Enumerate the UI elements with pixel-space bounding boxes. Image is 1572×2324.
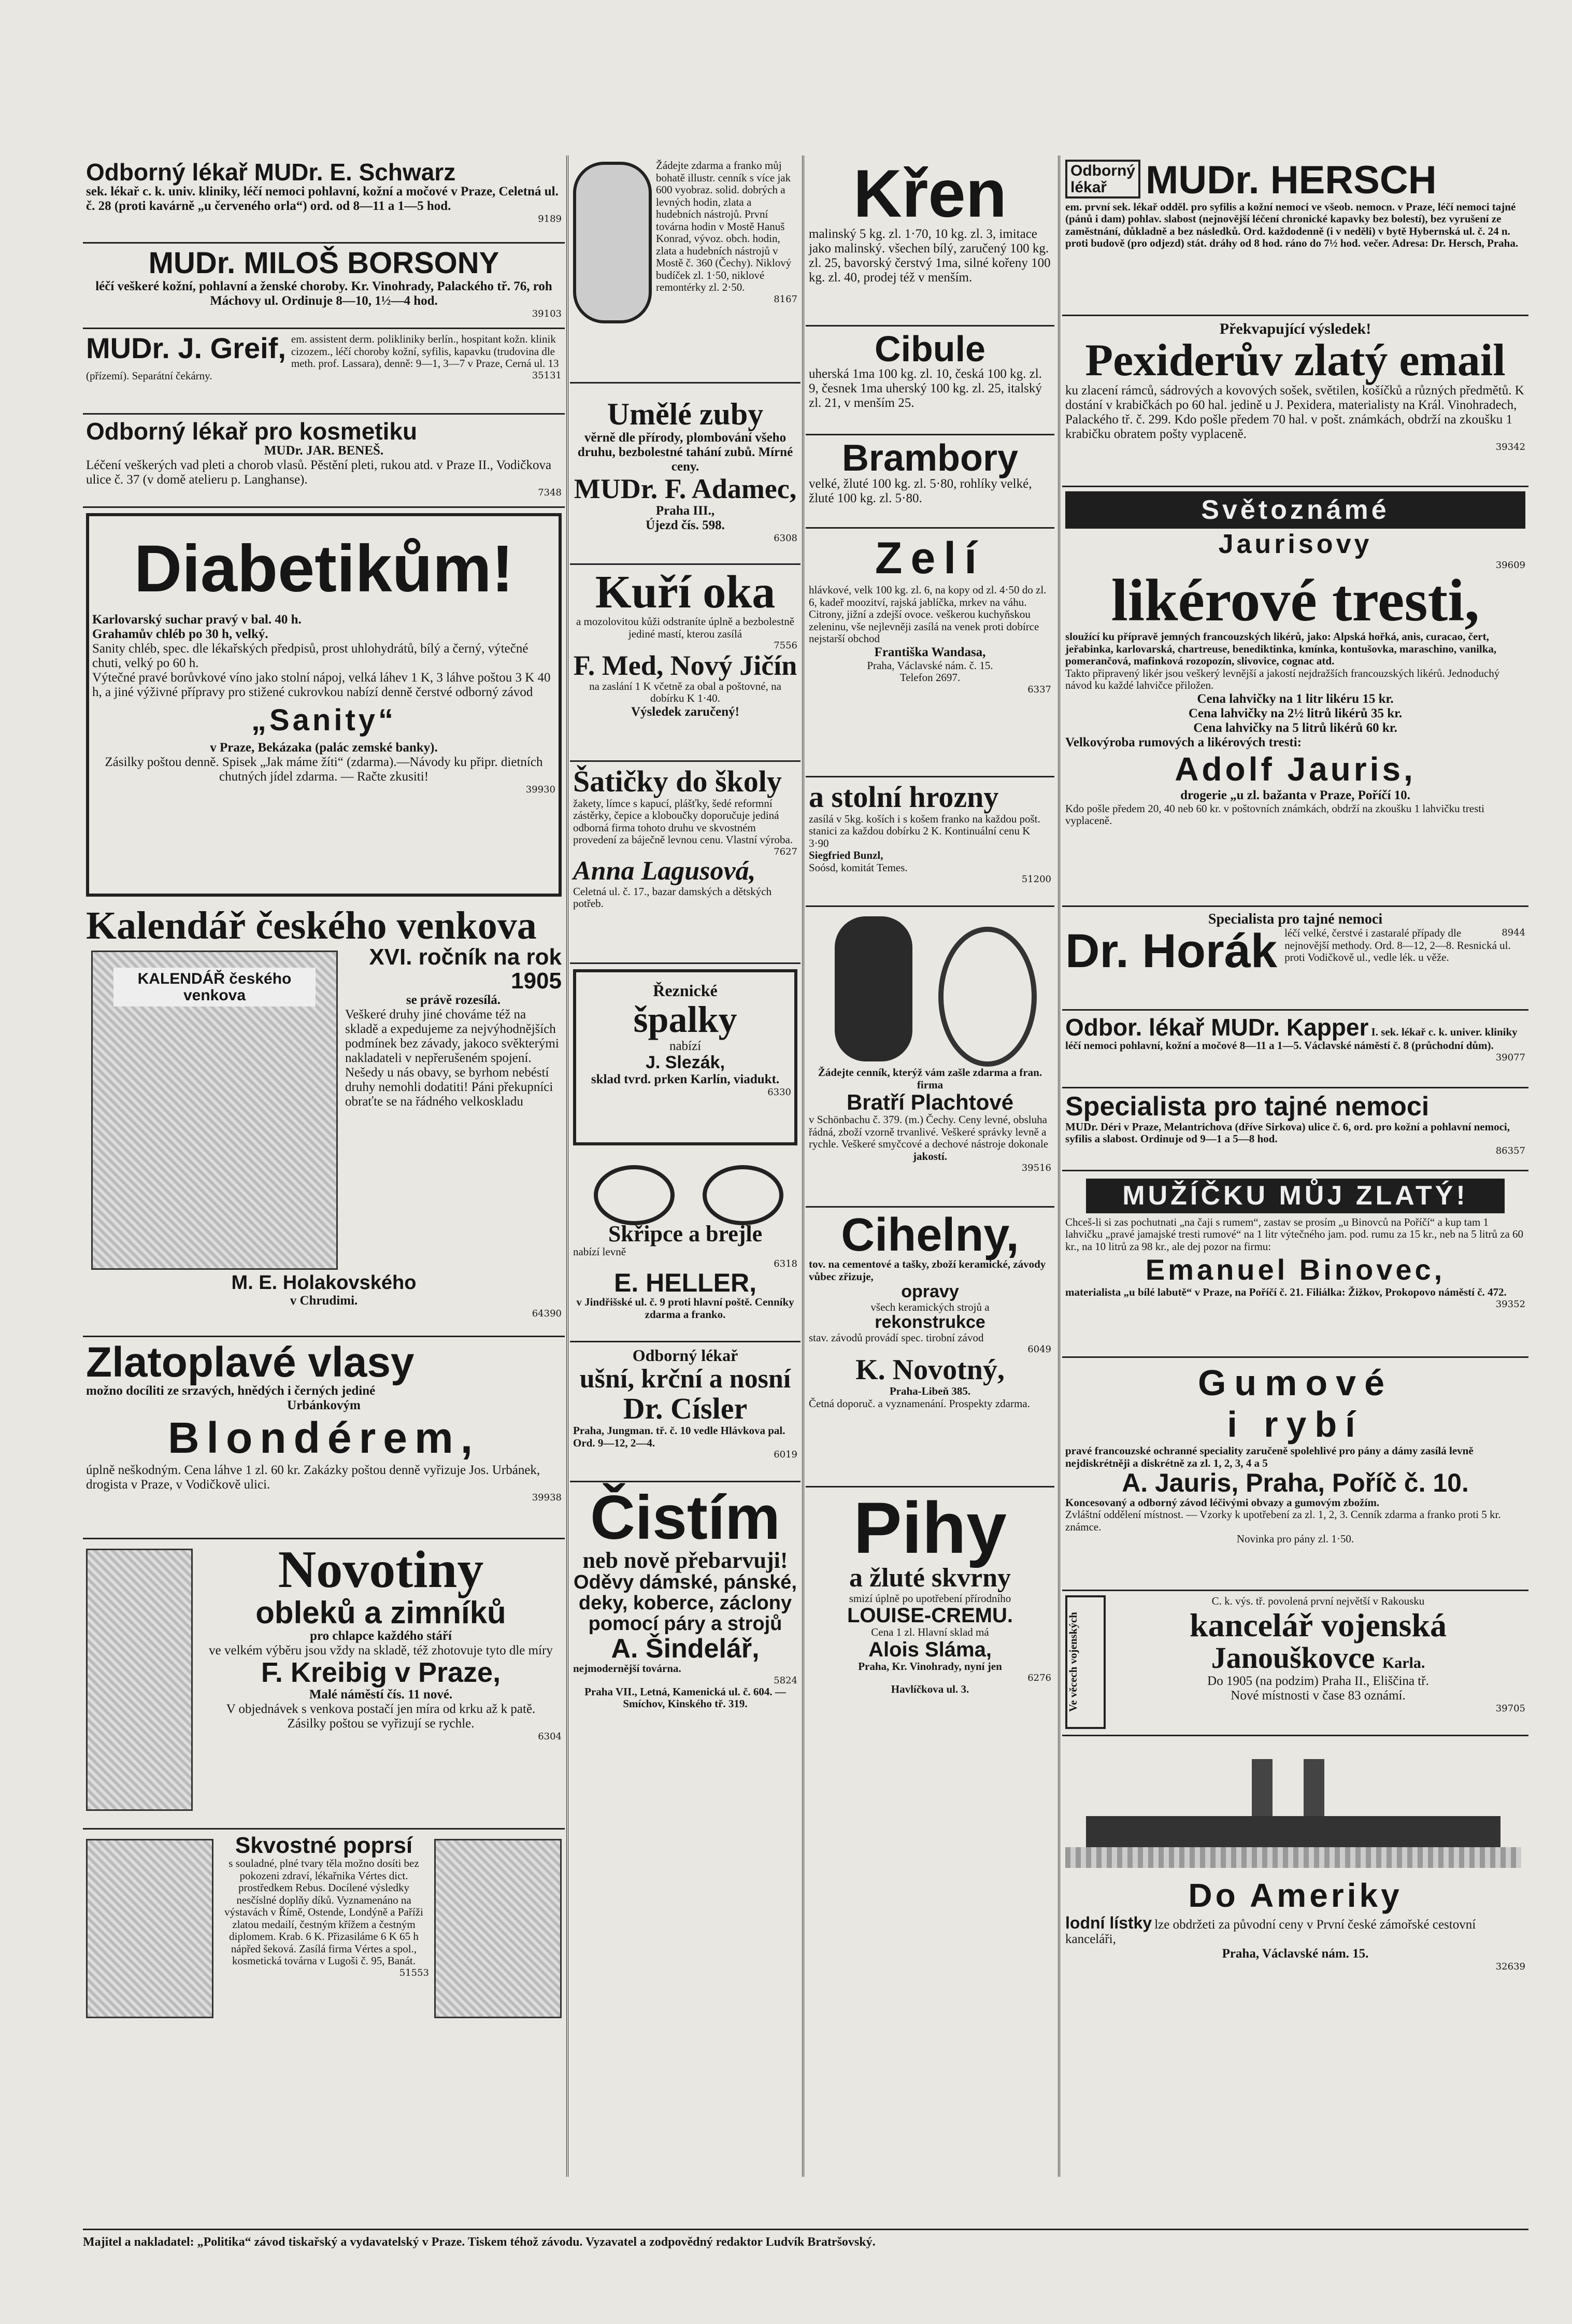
ad-kancelar: [1062, 1591, 1528, 1736]
ad-text: Karlovarský suchar pravý v bal. 40 h.: [92, 613, 302, 627]
ad-novotiny: [83, 1539, 565, 1830]
ad-text: smizí úplně po upotřebení přírodního: [849, 1592, 1011, 1605]
ad-cistim: [570, 1482, 801, 1762]
ad-title: Skvostné poprsí: [235, 1833, 413, 1858]
ad-text: lodní lístky: [1065, 1914, 1152, 1932]
ad-zuby: [570, 384, 801, 565]
ad-address: Praha, Kr. Vinohrady, nyní jen: [858, 1660, 1002, 1673]
ad-name-part: ové: [976, 1090, 1014, 1115]
ad-price: Cena lahvičky na 2½ litrů likérů 35 kr.: [1188, 706, 1403, 720]
ad-pihy: [806, 1487, 1054, 1778]
ad-pexider: [1062, 316, 1528, 487]
ad-number: 86357: [1495, 1145, 1525, 1156]
calendar-cover-illustration: [91, 951, 338, 1270]
ad-text: Nové místnosti v čase 83 oznámí.: [1231, 1688, 1406, 1703]
ad-title: Kuří oka: [595, 566, 776, 618]
ad-number: 64390: [532, 1308, 562, 1319]
ad-text: ve velkém výběru jsou vždy na skladě, též zhotovuje tyto dle míry: [209, 1643, 553, 1657]
ad-spalky: [573, 969, 797, 1145]
ad-brambory: [806, 435, 1054, 529]
column-1: [83, 155, 565, 2177]
ad-cibule: [806, 327, 1054, 435]
ad-subtitle: rekonstrukce: [875, 1312, 985, 1333]
ad-address: Praha VII., Letná, Kamenická ul. č. 604. — Smíchov, Kinského tř. 319.: [584, 1685, 786, 1710]
ad-text: hlávkové, velk 100 kg. zl. 6, na kopy od zl. 4·50 do zl. 6, kadeř moozitví, rajská jablíčka, mrkev na váhu. Citrony, jižní a zdejší ovoce. veškerou kuchyňskou zeleninu, vše nejlevněji zasílá na venek proti dobírce nejstarší obchod: [809, 584, 1047, 645]
ad-text: Do 1905 (na podzim) Praha II., Eliščina tř.: [1207, 1674, 1429, 1688]
ad-title: Čistím: [590, 1483, 780, 1552]
ad-number: 51200: [1021, 874, 1051, 885]
ad-borsony: [83, 244, 565, 329]
ad-address: Újezd čís. 598.: [646, 518, 725, 532]
ad-name: MUDr. HERSCH: [1146, 158, 1437, 202]
ad-side: I. sek. lékař c. k. univer. kliniky: [1371, 1026, 1518, 1038]
ad-muzicku: [1062, 1171, 1528, 1358]
ad-text: Cena 1 zl. Hlavní sklad má: [871, 1626, 989, 1639]
ad-name: K. Novotný,: [855, 1354, 1005, 1386]
ad-text: ku zlacení rámců, sádrových a kovových sošek, světilen, košíčků a různých předmětů. K dostání v krabičkách po 60 hal. jedině u J. Pexidera, materialisty na Král. Vinohradech, Palackého tř. č. 299. Kdo pošle předem 70 hal. v pošt. známkách, obdrží na zkoušku 1 krabičku obratem pošty vyplaceně.: [1065, 383, 1524, 441]
ad-title: a stolní hrozny: [809, 780, 999, 814]
ad-number: 6308: [774, 532, 797, 544]
ad-brand-small: Urbánkovým: [287, 1398, 361, 1412]
ad-name: MUDr. JAR. BENEŠ.: [264, 444, 384, 458]
ad-volume: XVI. ročník na rok 1905: [369, 944, 562, 994]
column-divider: [1058, 155, 1060, 2177]
ad-name: A. Šindelář,: [611, 1633, 760, 1664]
ad-cisler: [570, 1342, 801, 1482]
pocket-watch-illustration: [573, 162, 652, 323]
column-3: [806, 155, 1054, 2177]
ad-zeli: [806, 529, 1054, 777]
ad-text: nejmodernější továrna.: [573, 1662, 681, 1675]
ad-text: na zaslání 1 K včetně za obal a poštovné, na dobírku K 1·40.: [589, 679, 781, 705]
ad-title: Odborný lékař: [632, 1346, 738, 1365]
ad-title: Cihelny,: [841, 1209, 1019, 1261]
ad-title: Brambory: [841, 437, 1019, 479]
ad-amerika: [1062, 1736, 1528, 1972]
ad-brand: Blondérem,: [167, 1413, 480, 1462]
ad-phone: Telefon 2697.: [899, 671, 961, 684]
ad-brand: „Sanity“: [251, 703, 397, 737]
ad-number: 7627: [774, 846, 797, 857]
ad-title: MUŽÍČKU MŮJ ZLATÝ!: [1086, 1179, 1505, 1213]
ad-title: Odborný lékař MUDr. E. Schwarz: [86, 159, 456, 186]
ad-number: 35131: [532, 370, 562, 381]
ad-title: Řeznické: [653, 981, 718, 1000]
ad-text: Grahamův chléb po 30 h, velký.: [92, 627, 268, 641]
ad-text: žakety, límce s kapucí, plášťky, šedé reformní zástěrky, čepice a kloboučky doporučuje jediná odborná firma tohoto druhu ve skvostném provedení za báječně levnou cenu. Vlastní výroba.: [573, 797, 793, 846]
ad-text: V objednávek s venkova postačí jen míra od krku až k patě.: [226, 1702, 536, 1716]
ad-title: Do Ameriky: [1188, 1877, 1403, 1914]
ad-title: Pexiderův zlatý email: [1085, 335, 1506, 386]
ad-title: Světoznámé: [1065, 491, 1525, 529]
ad-address: drogerie „u zl. bažanta v Praze, Poříčí 10.: [1180, 788, 1410, 802]
ad-title-part: Janouškovce: [1211, 1640, 1375, 1675]
ad-name: Adolf Jauris,: [1175, 750, 1416, 788]
ad-name: Dr. Horák: [1065, 925, 1278, 978]
ad-address: Celetná ul. č. 17., bazar damských a dětských potřeb.: [573, 885, 772, 910]
ad-name: J. Slezák,: [645, 1053, 725, 1073]
column-divider: [566, 155, 568, 2177]
ad-text: Velkovýroba rumových a likérových tresti:: [1065, 735, 1302, 749]
ad-text: sek. lékař c. k. univ. kliniky, léčí nemoci pohlavní, kožní a močové v Praze, Celetná ul. č. 28 (proti kavárně „u červeného orla“) ord. od 8—11 a 1—5 hod.: [86, 185, 559, 214]
ad-text: všech keramických strojů a: [870, 1300, 990, 1313]
ad-name: Anna Lagusová,: [573, 856, 756, 886]
ad-kren: [806, 155, 1054, 327]
ad-text: zasílá v 5kg. koších i s košem franko na každou pošt. stanici za každou dobírku 2 K. Kontinuální cenu K 3·90: [809, 812, 1040, 849]
ad-text: a mozolovitou kůži odstraníte úplně a bezbolestně jediné mastí, kterou zasílá: [576, 615, 795, 640]
ad-text: uherská 1ma 100 kg. zl. 10, česká 100 kg. zl. 9, česnek 1ma uherský 100 kg. zl. 25, italský zl. 21, v menším 25.: [809, 367, 1042, 410]
ad-address: Praha, Václavské nám. č. 15.: [867, 659, 993, 672]
woman-portrait-right: [434, 1839, 562, 2018]
ad-text: v Jindřišské ul. č. 9 proti hlavní poště. Cenníky zdarma a franko.: [576, 1296, 794, 1321]
ad-address: Praha-Libeň 385.: [889, 1385, 971, 1398]
ad-title: Křen: [853, 155, 1007, 231]
ad-text: nabízí levně: [573, 1245, 626, 1258]
ad-title: Novotiny: [278, 1540, 484, 1599]
ad-text: Praha, Jungman. tř. č. 10 vedle Hlávkova pal. Ord. 9—12, 2—4.: [573, 1424, 785, 1449]
woman-portrait-left: [86, 1839, 213, 2018]
ad-text: léčí velké, čerstvé i zastaralé případy dle nejnovější methody. Ord. 8—12, 2—8. Resnická ul. proti Vodičkově ul., vedle lék. u věže.: [1284, 927, 1511, 964]
ad-title-part: Karla.: [1382, 1654, 1425, 1671]
instruments-illustration: [809, 911, 1051, 1067]
steamship-illustration: [1065, 1744, 1525, 1873]
ad-price: Cena lahvičky na 5 litrů likérů 60 kr.: [1193, 720, 1397, 735]
ad-title: kancelář vojenská: [1190, 1606, 1447, 1643]
ad-number: 6330: [767, 1087, 791, 1098]
ad-number: 6019: [774, 1449, 797, 1461]
ad-text: Novinka pro pány zl. 1·50.: [1236, 1533, 1354, 1546]
ship-funnel: [1304, 1759, 1324, 1816]
ad-title: Šatičky do školy: [573, 764, 782, 798]
ad-number: 39938: [532, 1492, 562, 1503]
ad-text: sklad tvrd. prken Karlín, viadukt.: [591, 1072, 780, 1087]
ad-subtitle: a žluté skvrny: [849, 1563, 1011, 1593]
ad-number: 39103: [532, 308, 562, 319]
ad-title: Cibule: [875, 329, 985, 369]
ad-text: lze obdržeti za původní ceny v První české zámořské cestovní kanceláři,: [1065, 1918, 1476, 1946]
ad-text: Zvláštní oddělení místnost. — Vzorky k upotřebení za zl. 1, 2, 3. Cenník zdarma a franko proti 5 kr. známce.: [1065, 1508, 1501, 1533]
ad-subtitle: obleků a zimníků: [255, 1595, 506, 1630]
ad-nastroje: [806, 907, 1054, 1208]
ad-kuri-oka: [570, 565, 801, 762]
ad-text: Výtečné pravé borůvkové víno jako stolní nápoj, velká láhev 1 K, 3 láhve poštou 3 K 40 h, a jiné výživné přípravy pro stižené cukrovkou nabízí denně čerstvé odborný závod: [92, 671, 551, 699]
ad-number: 39609: [1495, 560, 1525, 571]
ad-jauris: [1062, 487, 1528, 907]
ad-name: Siegfried Bunzl,: [809, 849, 883, 862]
ad-text: nabízí: [669, 1039, 702, 1054]
column-4: [1062, 155, 1528, 2177]
ad-name: F. Kreibig v Praze,: [261, 1657, 501, 1688]
ad-number: 39352: [1495, 1298, 1525, 1310]
ad-address: v Chrudimi.: [290, 1293, 358, 1308]
ad-text: věrně dle přírody, plombování všeho druhu, bezbolestné tahání zubů. Mírné ceny.: [577, 431, 793, 474]
ad-title: Odborný lékař pro kosmetiku: [86, 418, 418, 445]
ad-text: tov. na cementové a tašky, zboží keramické, závody vůbec zřizuje,: [809, 1258, 1046, 1283]
ad-title: Gumové: [1197, 1363, 1393, 1403]
ad-address: Soósd, komitát Temes.: [809, 861, 908, 874]
spectacles-illustration: [573, 1155, 797, 1222]
ad-text: Žádejte cenník, kterýž vám zašle zdarma a fran. firma: [818, 1066, 1042, 1091]
ad-benes: [83, 415, 565, 508]
ad-subtitle: se právě rozesílá.: [406, 993, 501, 1008]
ad-number: 6049: [1027, 1344, 1051, 1355]
ad-name: E. HELLER,: [613, 1268, 757, 1297]
ad-text: léčí veškeré kožní, pohlavní a ženské choroby. Kr. Vinohrady, Palackého tř. 76, roh Máchovy ul. Ordinuje 8—10, 1½—4 hod.: [95, 279, 552, 308]
ad-number: 6304: [538, 1731, 562, 1742]
ad-name: Emanuel Binovec,: [1145, 1253, 1446, 1286]
ad-title: Pihy: [853, 1487, 1007, 1568]
ad-number: 32639: [1495, 1961, 1525, 1972]
ad-text: pro chlapce každého stáří: [310, 1629, 452, 1643]
ad-brand: LOUISE-CREMU.: [847, 1604, 1013, 1627]
ad-number: 39705: [1495, 1703, 1525, 1714]
footer-text: Majitel a nakladatel: „Politika“ závod tiskařský a vydavatelský v Praze. Tiskem téhož závodu. Vyzavatel a zodpovědný redaktor Ludvík Bratršovský.: [83, 2235, 876, 2249]
ad-number: 51553: [399, 1967, 429, 1978]
ad-address: v Praze, Bekázaka (palác zemské banky).: [210, 741, 438, 755]
ad-text: Veškeré druhy jiné chováme též na skladě a expedujeme za nejvýhodnějších podmínek bez závady, jakoco svěkterými nakladateli v nepřerušeném spojení. Nešedy u nás obavy, se byrhom nebéstí druhy nemohli dodatiti! Páni překupníci obraťte se na řádného velkoskladu: [345, 1008, 559, 1109]
ad-number: 8944: [1502, 927, 1525, 939]
ad-title-box: [1065, 160, 1140, 199]
ad-number: 6337: [1027, 684, 1051, 695]
ad-number: 9189: [538, 214, 562, 225]
newspaper-page: [83, 155, 1528, 2208]
ad-number: 7348: [538, 487, 562, 499]
ad-title: Zelí: [875, 533, 985, 583]
ad-title-main: ušní, krční a nosní: [579, 1364, 791, 1394]
page-footer: [83, 2229, 1528, 2249]
ad-number: 6318: [774, 1258, 797, 1269]
ad-address: Praha III.,: [655, 503, 715, 518]
ad-text: velké, žluté 100 kg. zl. 5·80, rohlíky velké, žluté 100 kg. zl. 5·80.: [809, 477, 1032, 505]
ad-diabetik: [86, 513, 562, 897]
ad-title-main: špalky: [633, 998, 737, 1040]
ad-price: Cena lahvičky na 1 litr likéru 15 kr.: [1197, 691, 1394, 706]
ad-kalendar: [83, 902, 565, 1337]
ad-title-main: likérové tresti,: [1111, 568, 1480, 634]
ad-number: 39342: [1495, 441, 1525, 452]
ad-subtitle: neb nově přebarvuji!: [582, 1548, 788, 1573]
ad-text: Léčení veškerých vad pleti a chorob vlasů. Pěstění pleti, rukou atd. v Praze II., Vodičkova ulice č. 37 (v domě atelieru p. Langhanse).: [86, 458, 552, 487]
ad-subtitle: jakostí.: [913, 1150, 947, 1163]
ad-text: Chceš-li si zas pochutnati „na čaji s rumem“, zastav se prosím „u Binovců na Poříčí“ a kup tam 1 lahvičku „pravé jamajské tresti rumové“ na 1 litr výtečného jam. pod. rumu za 15 kr., neb na 5 litrů za 60 kr., na 10 litrů za 98 kr., ale dej pozor na firmu:: [1065, 1215, 1524, 1253]
ad-address: materialista „u bílé labutě“ v Praze, na Poříčí č. 21. Filiálka: Žižkov, Prokopovo náměstí č. 472.: [1065, 1286, 1507, 1299]
ad-top: Překvapující výsledek!: [1219, 320, 1371, 337]
ad-text: stav. závodů provádí spec. tirobní závod: [809, 1331, 984, 1344]
ad-address: v Schönbachu č. 379. (m.) Čechy. Ceny levné, obsluha řádná, zboží vzorně trvanlivé. Veškeré správky levně a rychle. Veškeré smyčcové a dechové nástroje dokonale: [809, 1113, 1049, 1151]
sea-waves: [1065, 1847, 1521, 1868]
ad-number: 39077: [1495, 1052, 1525, 1063]
ad-title: Odbor. lékař MUDr. Kapper: [1065, 1014, 1369, 1041]
ad-text: Zásilky poštou se vyřizují se rychle.: [287, 1716, 475, 1731]
ad-title: lékař: [1070, 178, 1107, 196]
ad-text: Koncesovaný a odborný závod léčivými obvazy a gumovým zbožím.: [1065, 1496, 1380, 1509]
ad-name: [809, 1091, 1051, 1114]
ad-address: Praha, Václavské nám. 15.: [1222, 1947, 1369, 1961]
ad-title: Zlatoplavé vlasy: [86, 1339, 415, 1386]
ad-poprsi: [83, 1830, 565, 2099]
ad-text: Takto připravený likér jsou veškerý levnější a jakostí nejdražších francouzských likérů. Jednoduchý návod ku každé lahvičce přiložen.: [1065, 667, 1500, 692]
ad-text: úplně neškodným. Cena láhve 1 zl. 60 kr. Zakázky poštou denně vyřizuje Jos. Urbánek, drogista v Praze, v Vodičkově ulici.: [86, 1463, 540, 1492]
ad-text: Sanity chléb, spec. dle lékařských předpisů, prost uhlohydrátů, bílý a černý, výtečné chuti, velký po 60 h.: [92, 642, 528, 670]
ship-funnel: [1252, 1759, 1273, 1816]
ad-hersch: [1062, 155, 1528, 316]
ad-title: Umělé zuby: [607, 397, 764, 431]
ad-number: 6276: [1027, 1673, 1051, 1684]
ad-gumove: [1062, 1358, 1528, 1591]
ad-name: Alois Sláma,: [868, 1638, 992, 1661]
ad-schwarz: [83, 155, 565, 244]
ad-text: s souladné, plné tvary těla možno dosíti bez pokozeni zdraví, lékařnika Vértes dict. prostředkem Rebus. Docílené výsledky nesčíslné doplňy díků. Vyznamenáno na výstavách v Římě, Ostende, Londýně a Paříži zlatou medailí, čestným křížem a čestným diplomem. Krab. 6 K. Přizasiláme 6 K 65 h nápřed šeková. Zasílá firma Vértes a spol., kosmetická továrna v Lugoši č. 95, Banát.: [224, 1857, 423, 1967]
column-2: [570, 155, 801, 2177]
ad-title-main: [1065, 1642, 1525, 1674]
ad-title: Odborný: [1070, 162, 1135, 179]
ad-saticky: [570, 762, 801, 964]
ad-subtitle: Výsledek zaručený!: [631, 704, 739, 719]
ad-text: léčí nemoci pohlavní, kožní a močové 8—11 a 1—5. Václavské náměstí č. 8 (průchodní dům).: [1065, 1039, 1494, 1052]
ad-text: malinský 5 kg. zl. 1·70, 10 kg. zl. 3, imitace jako malinský. všechen bílý, zaručený 100 kg. zl. 25, bavorský čerstvý 1ma, silné kořeny 100 kg. zl. 40, prodej též v menším.: [809, 227, 1051, 285]
ad-name: MUDr. F. Adamec,: [574, 473, 797, 504]
ad-name: Dr. Císler: [623, 1392, 748, 1426]
ad-address: Malé náměstí čís. 11 nové.: [309, 1687, 453, 1702]
ad-number: 7556: [774, 640, 797, 651]
ad-text: Kdo pošle předem 20, 40 neb 60 kr. v poštovních známkách, obdrží na zkoušku 1 lahvičku tresti vyplaceně.: [1065, 802, 1484, 827]
ad-skripce: [570, 1151, 801, 1342]
ad-cihelny: [806, 1208, 1054, 1487]
ad-name: M. E. Holakovského: [231, 1272, 417, 1294]
ad-text: Četná doporuč. a vyznamenání. Prospekty zdarma.: [809, 1397, 1030, 1410]
ad-text: Žádejte zdarma a franko můj bohatě illustr. cenník s více jak 600 vyobraz. solid. dobrých a levných hodin, zlata a hudebních nástrojů. První továrna hodin v Mostě Hanuš Konrad, vývoz. obch. hodin, zlata a hudebních nástrojů v Mostě č. 360 (Čechy). Niklový budíček zl. 1·50, niklové remontérky zl. 2·50.: [656, 159, 792, 294]
ad-greif: [83, 329, 565, 415]
ad-title: Jaurisovy: [1218, 529, 1373, 559]
ad-hodinky: [570, 155, 801, 384]
ad-number: 39516: [1021, 1163, 1051, 1174]
ad-text: MUDr. Déri v Praze, Melantrichova (dříve Sirkova) ulice č. 6, ord. pro kožní a pohlavní nemoci, syfilis a slabost. Ordinuje od 9—1 a 5—8 hod.: [1065, 1120, 1510, 1145]
ad-number: 5824: [774, 1675, 797, 1686]
ad-text: em. assistent derm. polikliniky berlín., hospitant kožn. klinik cizozem., léčí choroby kožní, syfilis, kapavku (trudovina dle meth. prof. Lassara), denně: 9—1, 3—7 v Praze, Cerná ul. 13 (přízemí). Separátní čekárny.: [86, 333, 559, 382]
cover-title: KALENDÁŘ českého venkova: [113, 968, 316, 1007]
ad-top: Specialista pro tajné nemoci: [1208, 911, 1383, 927]
ad-name: F. Med, Nový Jičín: [573, 650, 797, 682]
ad-side: Ve věcech vojenských: [1065, 1595, 1106, 1729]
ad-number: 8167: [774, 293, 797, 305]
ad-title: i rybí: [1227, 1404, 1364, 1444]
ad-number: 39930: [525, 784, 555, 795]
ad-text: sloužící ku přípravě jemných francouzských likérů, jako: Alpská hořká, anis, curacao, čert, jeřabinka, karlovarská, chartreuse, benediktinka, kmínka, kontušovka, maraschino, vanilka, pomerančová, mafinková rozopozín, slivovice, cognac atd.: [1065, 630, 1497, 668]
ad-title: MUDr. J. Greif,: [86, 332, 286, 364]
ad-name: A. Jauris, Praha, Poříč č. 10.: [1122, 1468, 1469, 1498]
ad-address: Havlíčkova ul. 3.: [891, 1683, 969, 1696]
column-divider: [802, 155, 804, 2177]
ad-top: C. k. výs. tř. povolená první největší v Rakousku: [1211, 1595, 1425, 1607]
ad-title: Diabetikům!: [134, 532, 514, 606]
boy-illustration: [86, 1549, 193, 1811]
ad-text: em. první sek. lékař odděl. pro syfilis a kožní nemoci ve všeob. nemocn. v Praze, léčí nemoci tajné (pánů i dam) pohlav. slabost (nejnovější léčení chronické kapavky bez bolestí), bez vyrušení ze zaměstnání, důkladně a bez následků. Ord. každodenně (i v neděli) v bytě Hybernská ul. č. 24 n. proti budově (pro odjezd) stát. dráhy od 8 hod. ráno do 7½ hod. večer. Adresa: Dr. Hersch, Praha.: [1065, 200, 1519, 250]
violin-icon: [835, 916, 912, 1061]
ad-text: pravé francouzské ochranné speciality zaručeně spolehlivé pro pány a dámy zasílá levně nejdiskrétněji a diskrétně za zl. 1, 2, 3, 4 a 5: [1065, 1444, 1474, 1469]
ad-title: Kalendář českého venkova: [86, 904, 537, 947]
ad-text: Oděvy dámské, pánské, deky, koberce, záclony pomocí páry a strojů: [574, 1571, 797, 1635]
ad-text: možno docíliti ze srzavých, hnědých i černých jediné: [86, 1384, 376, 1398]
ad-text: Zásilky poštou denně. Spisek „Jak máme žíti“ (zdarma).—Návody ku připr. dietních chutných jídel zdarma. — Račte zkusiti!: [105, 755, 543, 784]
ad-deri: [1062, 1088, 1528, 1171]
ad-name: Františka Wandasa,: [874, 645, 986, 659]
ad-title: Skřipce a brejle: [608, 1221, 763, 1246]
ad-zlatoplave: [83, 1337, 565, 1539]
ad-kapper: [1062, 1011, 1528, 1088]
ad-title: Specialista pro tajné nemoci: [1065, 1092, 1430, 1122]
ad-subtitle: opravy: [901, 1282, 959, 1302]
ad-horak: [1062, 907, 1528, 1011]
ad-title: MUDr. MILOŠ BORSONY: [148, 246, 499, 280]
ad-hrozny: [806, 777, 1054, 907]
ad-name-part: Bratří Placht: [846, 1090, 976, 1115]
horn-icon: [938, 927, 1037, 1067]
